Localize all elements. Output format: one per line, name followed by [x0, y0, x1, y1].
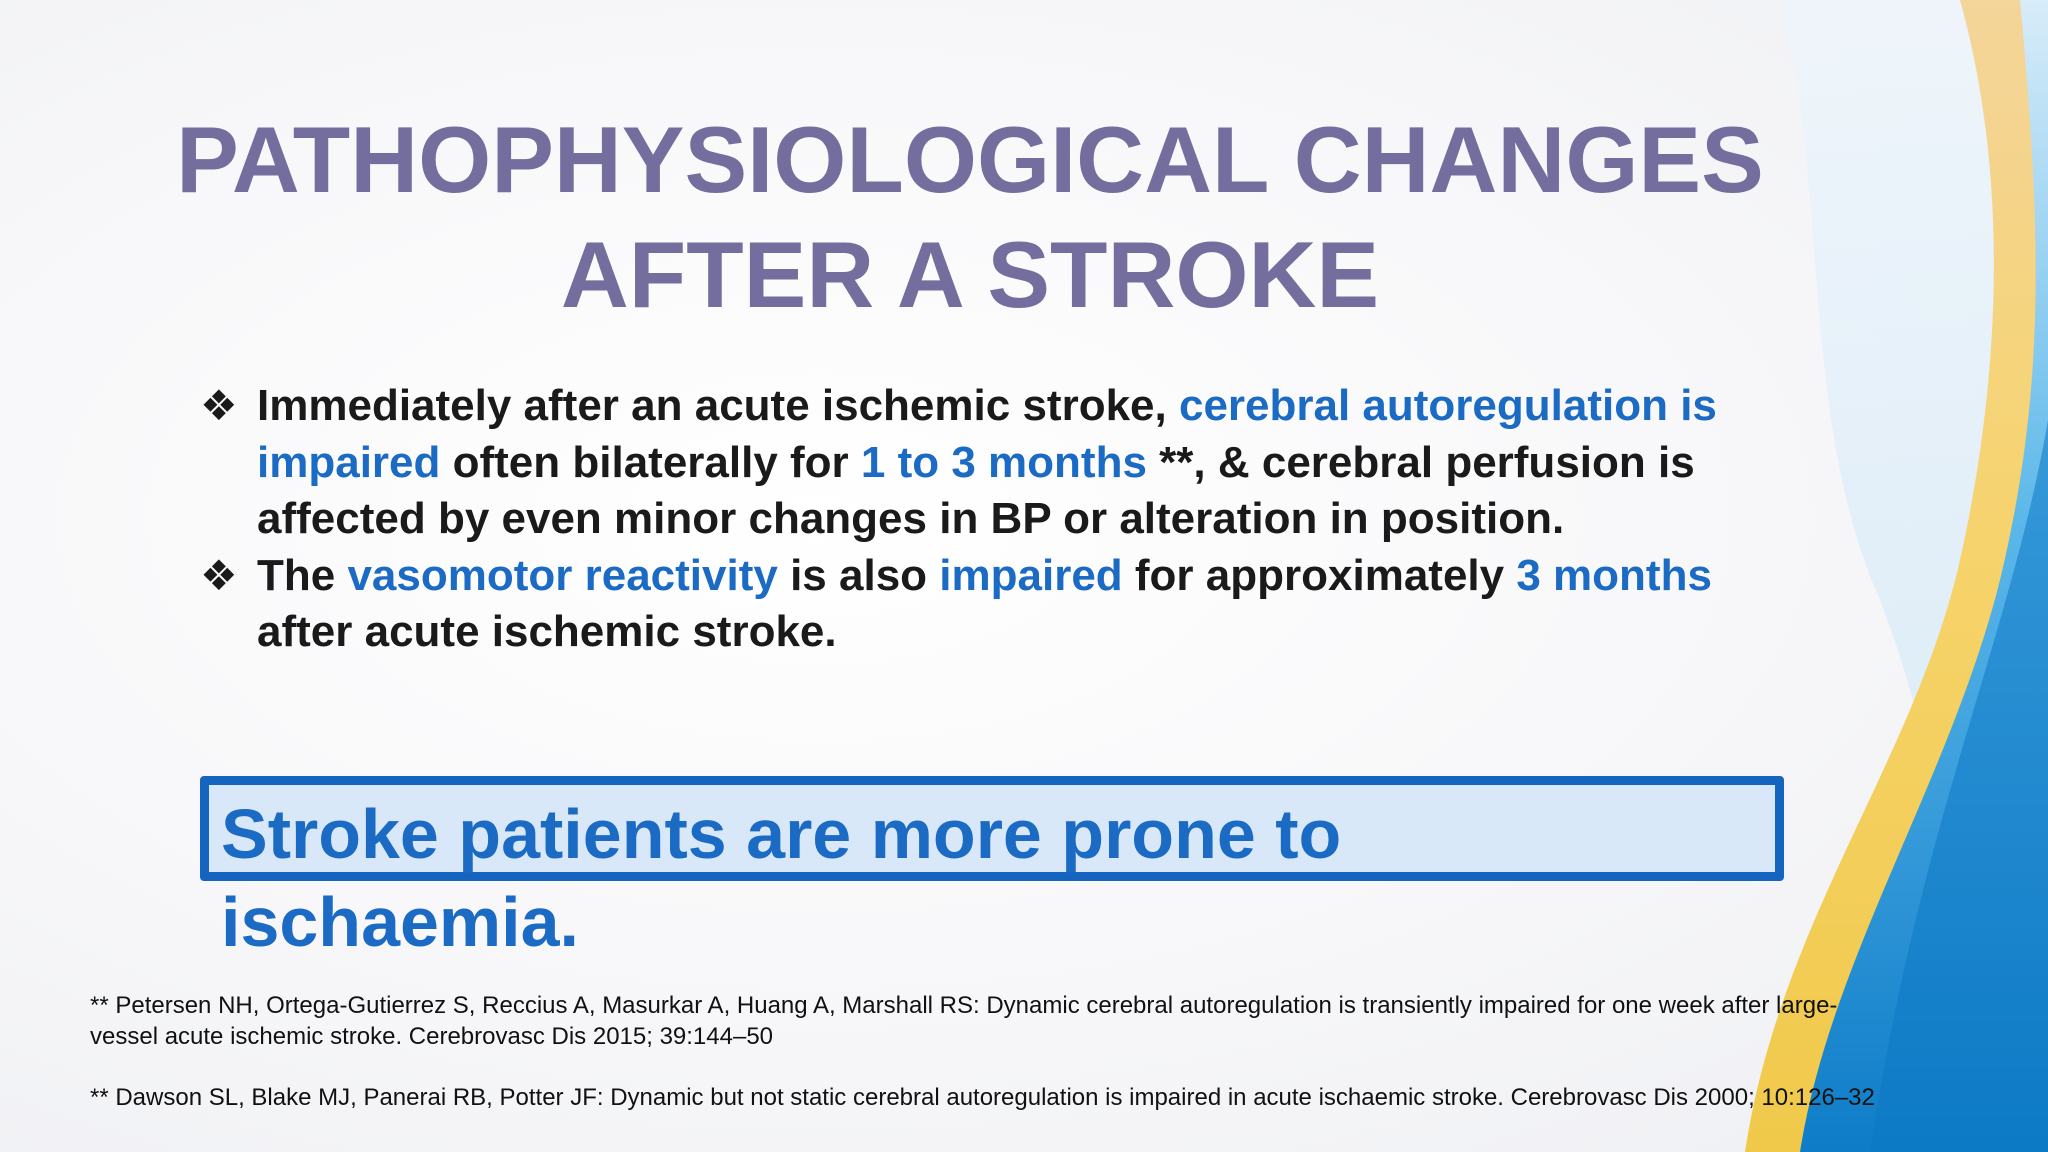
bullet-text: Immediately after an acute ischemic stroke,	[257, 381, 1179, 430]
bullet-text: after acute ischemic stroke.	[257, 607, 837, 656]
highlight-text: cerebral autoregulation is impaired	[257, 381, 1717, 487]
bullet-item-autoregulation	[200, 378, 1760, 548]
slide-title-line-1: PATHOPHYSIOLOGICAL CHANGES	[176, 107, 1764, 212]
bullet-text: **, & cerebral perfusion is affected by even minor changes in BP or alteration in position.	[257, 437, 1695, 543]
bullet-item-vasomotor	[200, 548, 1760, 661]
callout-text: Stroke patients are more prone to ischaemia.	[221, 795, 1342, 961]
reference-petersen: ** Petersen NH, Ortega-Gutierrez S, Reccius A, Masurkar A, Huang A, Marshall RS: Dynamic cerebral autoregulation is transiently impaired for one week after large-vessel acute ischemic stroke. Cerebrovasc Dis 2015; 39:144–50	[90, 992, 1838, 1050]
bullet-text: is also	[777, 550, 940, 600]
slide-title-line-2: AFTER A STROKE	[560, 222, 1380, 327]
highlight-text: 3 months	[1516, 550, 1712, 600]
highlight-text: impaired	[939, 550, 1123, 600]
highlight-text: 1 to 3 months	[860, 437, 1147, 487]
bullet-text: The	[257, 550, 348, 600]
diamond-bullet-icon: ❖	[200, 551, 238, 599]
reference-dawson: ** Dawson SL, Blake MJ, Panerai RB, Potter JF: Dynamic but not static cerebral autoregulation is impaired in acute ischaemic stroke. Cerebrovasc Dis 2000; 10:126–32	[90, 1084, 1875, 1111]
diamond-bullet-icon: ❖	[200, 382, 238, 429]
references	[90, 990, 1890, 1143]
highlight-text: vasomotor reactivity	[347, 550, 778, 600]
bullet-text: often bilaterally for	[440, 437, 861, 487]
bullet-list	[200, 378, 1760, 661]
bullet-text: for approximately	[1122, 550, 1517, 600]
